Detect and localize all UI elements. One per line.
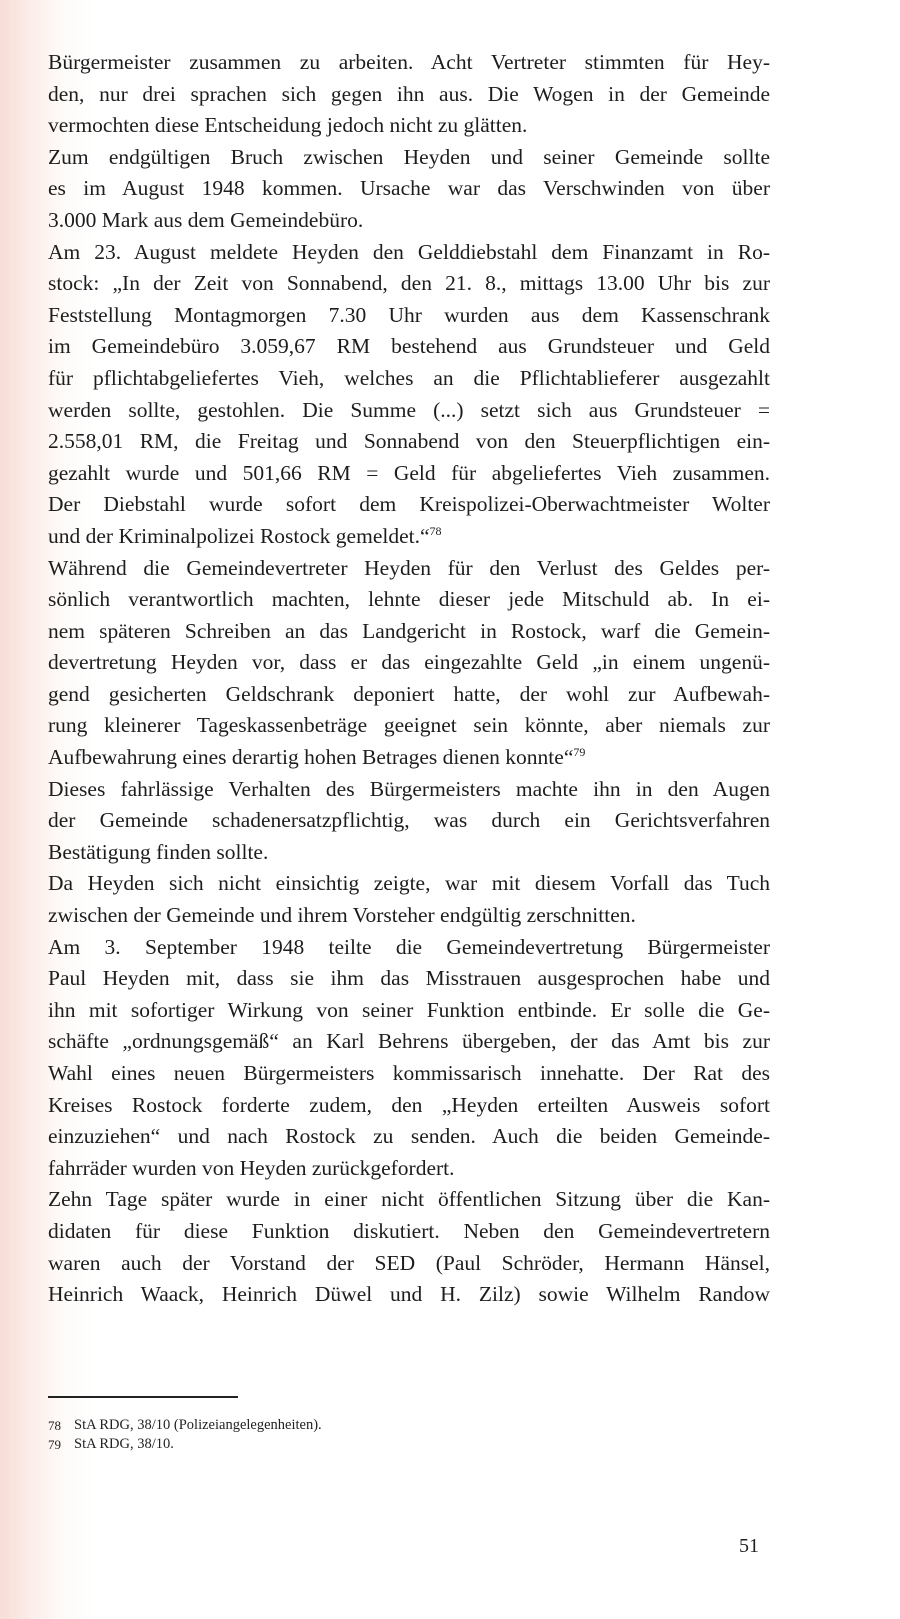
text-line [48,1279,770,1311]
text-line-content: rung kleinerer Tageskassenbeträge geeignet sein könnte, aber niemals zur [48,713,770,738]
text-line [48,110,770,142]
text-line-content: einzuziehen“ und nach Rostock zu senden. Auch die beiden Gemeinde- [48,1124,770,1149]
footnote-number: 78 [48,1418,61,1433]
text-line [48,363,770,395]
text-line-content: der Gemeinde schadenersatzpflichtig, was durch ein Gerichtsverfahren [48,808,770,833]
text-line-content: devertretung Heyden vor, dass er das eingezahlte Geld „in einem ungenü- [48,650,770,675]
text-line-content: Feststellung Montagmorgen 7.30 Uhr wurden aus dem Kassenschrank [48,302,770,327]
text-line [48,300,770,332]
footnote-reference: 79 [573,745,586,760]
text-line [48,553,770,585]
footnote-separator [48,1396,238,1398]
text-line-content: stock: „In der Zeit von Sonnabend, den 21. 8., mittags 13.00 Uhr bis zur [48,271,770,296]
text-line [48,995,770,1027]
text-line-content: Der Diebstahl wurde sofort dem Kreispolizei-Oberwachtmeister Wolter [48,492,770,517]
text-line [48,142,770,174]
text-line [48,616,770,648]
text-line [48,268,770,300]
text-line [48,426,770,458]
text-line [48,584,770,616]
text-line-content: werden sollte, gestohlen. Die Summe (...) setzt sich aus Grundsteuer = [48,397,770,422]
footnote-reference: 78 [429,523,442,538]
text-line [48,395,770,427]
text-line-content: Wahl eines neuen Bürgermeisters kommissarisch innehatte. Der Rat des [48,1061,770,1085]
text-line-content: Zum endgültigen Bruch zwischen Heyden und seiner Gemeinde sollte [48,144,770,169]
footnote-text: StA RDG, 38/10 (Polizeiangelegenheiten). [74,1417,322,1433]
text-line [48,963,770,995]
text-line [48,205,770,237]
text-line-content: Bürgermeister zusammen zu arbeiten. Acht Vertreter stimmten für Hey- [48,50,770,74]
page-number: 51 [739,1535,759,1557]
text-line [48,237,770,269]
text-line-content: waren auch der Vorstand der SED (Paul Schröder, Hermann Hänsel, [48,1250,770,1275]
text-line-content: Kreises Rostock forderte zudem, den „Heyden erteilten Ausweis sofort [48,1092,770,1117]
footnote [48,1416,648,1435]
text-line-content: Am 3. September 1948 teilte die Gemeindevertretung Bürgermeister [48,934,770,959]
text-line [48,79,770,111]
text-line [48,647,770,679]
body-text [48,47,770,1311]
text-line-content: vermochten diese Entscheidung jedoch nicht zu glätten. [48,113,528,138]
text-line-content: gezahlt wurde und 501,66 RM = Geld für abgeliefertes Vieh zusammen. [48,460,770,485]
text-line-content: 2.558,01 RM, die Freitag und Sonnabend von den Steuerpflichtigen ein- [48,429,770,454]
text-line [48,173,770,205]
text-line [48,837,770,869]
text-line-content: Bestätigung finden sollte. [48,839,269,864]
text-line-content: Am 23. August meldete Heyden den Gelddiebstahl dem Finanzamt in Ro- [48,239,770,264]
text-line [48,1184,770,1216]
text-line-content: zwischen der Gemeinde und ihrem Vorsteher endgültig zerschnitten. [48,903,636,928]
text-line [48,1248,770,1280]
text-line [48,900,770,932]
text-line-content: im Gemeindebüro 3.059,67 RM bestehend aus Grundsteuer und Geld [48,334,770,359]
text-line [48,679,770,711]
text-line-content: sönlich verantwortlich machten, lehnte dieser jede Mitschuld ab. In ei- [48,587,770,612]
text-line-content: Da Heyden sich nicht einsichtig zeigte, war mit diesem Vorfall das Tuch [48,871,770,896]
text-line [48,1026,770,1058]
text-line-content: didaten für diese Funktion diskutiert. Neben den Gemeindevertretern [48,1218,770,1243]
text-line-content: Zehn Tage später wurde in einer nicht öffentlichen Sitzung über die Kan- [48,1187,770,1212]
text-line-content: und der Kriminalpolizei Rostock gemeldet.“ [48,523,430,548]
text-line [48,47,770,79]
text-line [48,742,770,774]
text-line [48,1090,770,1122]
text-line-content: ihn mit sofortiger Wirkung von seiner Funktion entbinde. Er solle die Ge- [48,997,770,1022]
text-line-content: schäfte „ordnungsgemäß“ an Karl Behrens übergeben, der das Amt bis zur [48,1029,770,1054]
text-line-content: gend gesicherten Geldschrank deponiert hatte, der wohl zur Aufbewah- [48,681,770,706]
footnote-number: 79 [48,1437,61,1452]
footnotes [48,1416,648,1454]
text-line-content: Heinrich Waack, Heinrich Düwel und H. Zilz) sowie Wilhelm Randow [48,1282,770,1307]
footnote-text: StA RDG, 38/10. [74,1436,174,1452]
text-line [48,774,770,806]
text-line [48,868,770,900]
text-line [48,521,770,553]
text-line-content: 3.000 Mark aus dem Gemeindebüro. [48,207,364,232]
text-line [48,1058,770,1090]
text-line [48,1121,770,1153]
text-line-content: für pflichtabgeliefertes Vieh, welches an die Pflichtablieferer ausgezahlt [48,365,770,390]
text-line-content: Aufbewahrung eines derartig hohen Betrages dienen konnte“ [48,745,574,770]
text-line [48,1153,770,1185]
text-line-content: nem späteren Schreiben an das Landgericht in Rostock, warf die Gemein- [48,618,770,643]
text-line [48,710,770,742]
text-line-content: Paul Heyden mit, dass sie ihm das Misstrauen ausgesprochen habe und [48,966,770,991]
text-line [48,489,770,521]
text-line [48,932,770,964]
text-line-content: Während die Gemeindevertreter Heyden für den Verlust des Geldes per- [48,555,770,580]
text-line [48,458,770,490]
footnote [48,1435,648,1454]
text-line-content: es im August 1948 kommen. Ursache war das Verschwinden von über [48,176,770,201]
text-line-content: Dieses fahrlässige Verhalten des Bürgermeisters machte ihn in den Augen [48,776,770,801]
text-line-content: den, nur drei sprachen sich gegen ihn aus. Die Wogen in der Gemeinde [48,81,770,106]
text-line [48,1216,770,1248]
text-line-content: fahrräder wurden von Heyden zurückgefordert. [48,1155,455,1180]
text-line [48,331,770,363]
text-line [48,805,770,837]
